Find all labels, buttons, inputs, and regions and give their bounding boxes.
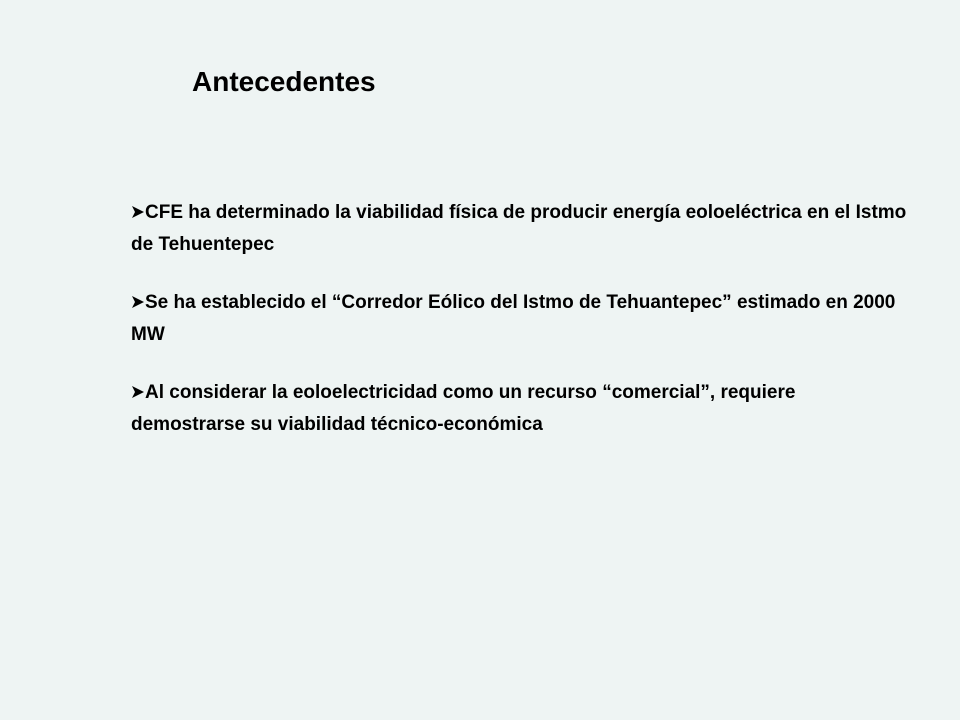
bullet-text: CFE ha determinado la viabilidad física de producir energía eoloeléctrica en el Istmo de Tehuentepec (131, 202, 907, 255)
bullet-item (131, 377, 911, 441)
slide-title: Antecedentes (192, 66, 376, 97)
bullet-list (131, 197, 911, 467)
bullet-text: Al considerar la eoloelectricidad como un recurso “comercial”, requiere demostrarse su viabilidad técnico-económica (131, 382, 796, 435)
bullet-item (131, 197, 911, 261)
bullet-text: Se ha establecido el “Corredor Eólico del Istmo de Tehuantepec” estimado en 2000 MW (131, 292, 896, 345)
arrow-bullet-icon (131, 295, 145, 309)
arrow-bullet-icon (131, 205, 145, 219)
arrow-bullet-icon (131, 385, 145, 399)
bullet-item (131, 287, 911, 351)
